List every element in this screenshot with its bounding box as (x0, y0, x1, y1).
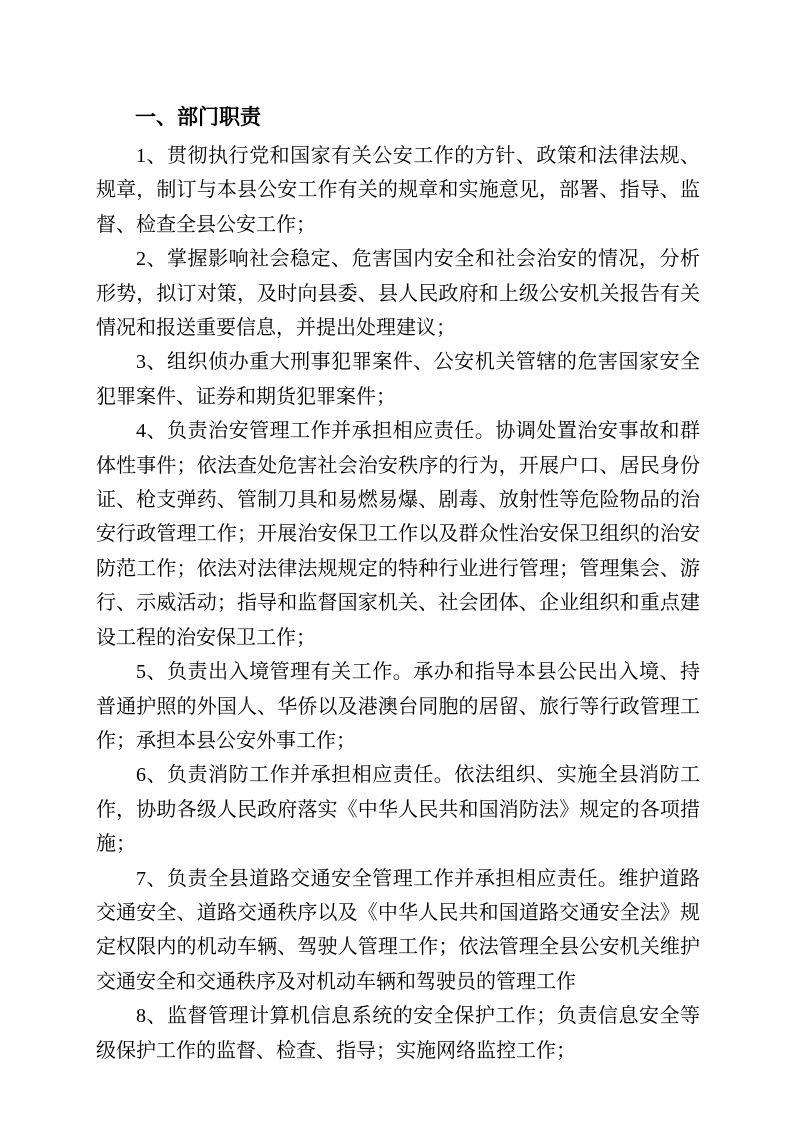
duty-paragraph-5: 5、负责出入境管理有关工作。承办和指导本县公民出入境、持普通护照的外国人、华侨以及港澳台同胞的居留、旅行等行政管理工作；承担本县公安外事工作； (96, 661, 700, 752)
duty-paragraph-4: 4、负责治安管理工作并承担相应责任。协调处置治安事故和群体性事件；依法查处危害社会治安秩序的行为，开展户口、居民身份证、枪支弹药、管制刀具和易燃易爆、剧毒、放射性等危险物品的治安行政管理工作；开展治安保卫工作以及群众性治安保卫组织的治安防范工作；依法对法律法规规定的特种行业进行管理；管理集会、游行、示威活动；指导和监督国家机关、社会团体、企业组织和重点建设工程的治安保卫工作； (96, 420, 700, 649)
document-content (96, 101, 700, 1068)
duty-paragraph-6: 6、负责消防工作并承担相应责任。依法组织、实施全县消防工作，协助各级人民政府落实《中华人民共和国消防法》规定的各项措施； (96, 764, 700, 856)
duty-list (96, 139, 700, 1068)
duty-paragraph-3: 3、组织侦办重大刑事犯罪案件、公安机关管辖的危害国家安全犯罪案件、证券和期货犯罪案件； (96, 351, 700, 408)
duty-paragraph-2: 2、掌握影响社会稳定、危害国内安全和社会治安的情况，分析形势，拟订对策，及时向县委、县人民政府和上级公安机关报告有关情况和报送重要信息，并提出处理建议； (96, 248, 700, 340)
section-heading: 一、部门职责 (135, 106, 261, 129)
duty-paragraph-7: 7、负责全县道路交通安全管理工作并承担相应责任。维护道路交通安全、道路交通秩序以及《中华人民共和国道路交通安全法》规定权限内的机动车辆、驾驶人管理工作；依法管理全县公安机关维护交通安全和交通秩序及对机动车辆和驾驶员的管理工作 (96, 867, 700, 993)
duty-paragraph-1: 1、贯彻执行党和国家有关公安工作的方针、政策和法律法规、规章，制订与本县公安工作有关的规章和实施意见，部署、指导、监督、检查全县公安工作； (96, 145, 700, 236)
duty-paragraph-8: 8、监督管理计算机信息系统的安全保护工作；负责信息安全等级保护工作的监督、检查、指导；实施网络监控工作； (96, 1005, 700, 1062)
